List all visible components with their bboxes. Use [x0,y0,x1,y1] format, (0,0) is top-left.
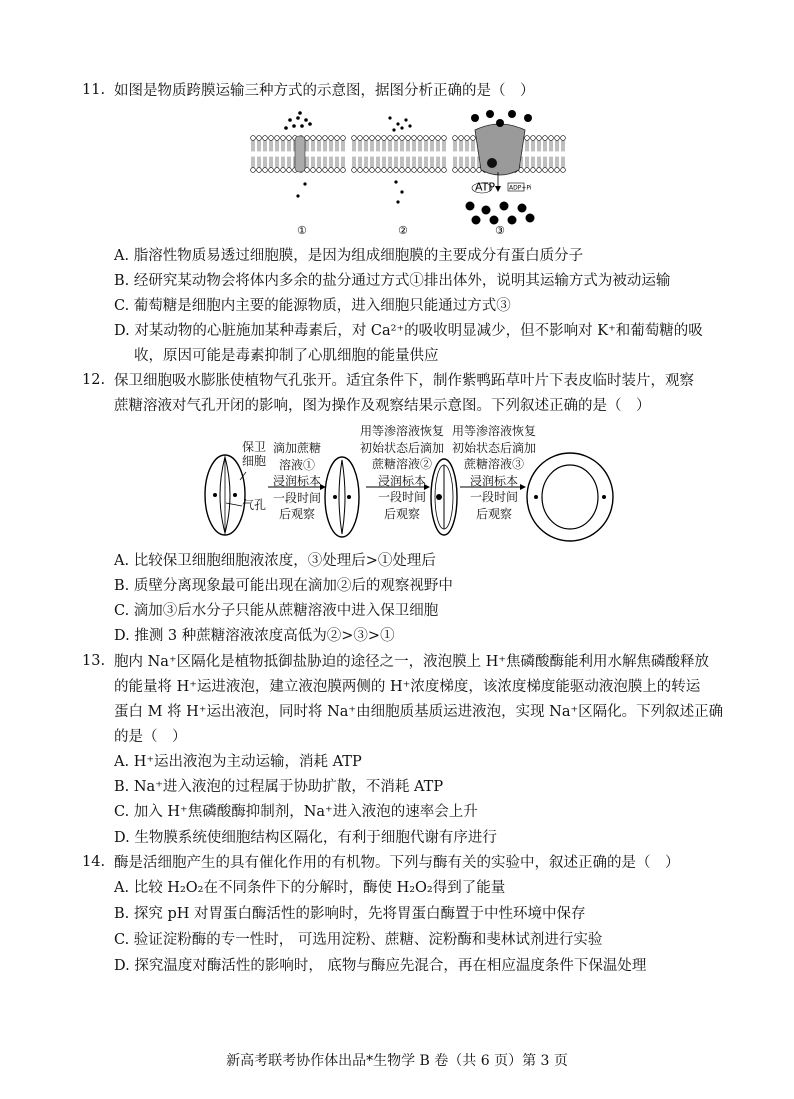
q11-option-b: B. 经研究某动物会将体内多余的盐分通过方式①排出体外，说明其运输方式为被动运输 [114,273,671,289]
q11-option-a: A. 脂溶性物质易透过细胞膜，是因为组成细胞膜的主要成分有蛋白质分子 [114,248,584,264]
q13-option-d: D. 生物膜系统使细胞结构区隔化，有利于细胞代谢有序进行 [114,830,497,846]
carrier-protein [475,124,525,175]
stoma-initial [205,455,245,535]
q13-stem-3: 蛋白 M 将 H⁺运出液泡，同时将 Na⁺由细胞质基质运进液泡，实现 Na⁺区隔化。下列叙述正确 [114,704,724,720]
q12-option-d: D. 推测 3 种蔗糖溶液浓度高低为②>③>① [114,628,395,644]
page-footer: 新高考联考协作体出品*生物学 B 卷（共 6 页）第 3 页 [226,1053,568,1069]
adp-label: ADP+Pi [509,184,532,192]
q11-option-c: C. 葡萄糖是细胞内主要的能源物质，进入细胞只能通过方式③ [114,298,511,314]
q13-number: 13. [82,653,106,669]
q13-option-a: A. H⁺运出液泡为主动运输，消耗 ATP [114,754,362,770]
channel-protein [295,136,305,172]
q12-option-c: C. 滴加③后水分子只能从蔗糖溶液中进入保卫细胞 [114,603,439,619]
q14-number: 14. [82,854,106,870]
label-1: ① [297,224,307,237]
atp-label: ATP [475,180,496,194]
q12-stem-2: 蔗糖溶液对气孔开闭的影响，图为操作及观察结果示意图。下列叙述正确的是（ ） [114,398,651,414]
q13-stem-2: 的能量将 H⁺运进液泡，建立液泡膜两侧的 H⁺浓度梯度，该浓度梯度能驱动液泡膜上的转运 [114,679,701,695]
q12-stem-1: 保卫细胞吸水膨胀使植物气孔张开。适宜条件下，制作紫鸭跖草叶片下表皮临时装片，观察 [114,373,694,389]
q11-option-d-cont: 收，原因可能是毒素抑制了心肌细胞的能量供应 [134,348,439,364]
q13-stem-4: 的是（ ） [114,729,187,745]
step-1-text: 滴加蔗糖 溶液① 浸润标本 一段时间 后观察 [272,441,321,521]
label-3: ③ [495,224,505,237]
q14-stem: 酶是活细胞产生的具有催化作用的有机物。下列与酶有关的实验中，叙述正确的是（ ） [114,855,680,871]
q12-option-a: A. 比较保卫细胞细胞液浓度，③处理后>①处理后 [114,553,436,569]
q13-stem-1: 胞内 Na⁺区隔化是植物抵御盐胁迫的途径之一，液泡膜上 H⁺焦磷酸酶能利用水解焦磷酸释放 [114,654,709,670]
q13-option-c: C. 加入 H⁺焦磷酸酶抑制剂，Na⁺进入液泡的速率会上升 [114,804,478,820]
q12-number: 12. [82,372,106,388]
q14-option-a: A. 比较 H₂O₂在不同条件下的分解时，酶使 H₂O₂得到了能量 [114,880,506,896]
q14-option-b: B. 探究 pH 对胃蛋白酶活性的影响时，先将胃蛋白酶置于中性环境中保存 [114,906,586,922]
q12-option-b: B. 质壁分离现象最可能出现在滴加②后的观察视野中 [114,578,453,594]
q11-figure [250,106,570,238]
q11-stem: 如图是物质跨膜运输三种方式的示意图，据图分析正确的是（ ） [114,83,535,99]
stoma-after-1 [325,457,359,537]
step-2-text: 用等渗溶液恢复 初始状态后滴加 蔗糖溶液② 浸润标本 一段时间 后观察 [359,424,444,521]
q11-option-d: D. 对某动物的心脏施加某种毒素后，对 Ca²⁺的吸收明显减少，但不影响对 K⁺和葡萄糖的吸 [114,323,703,339]
label-stoma: 气孔 [242,498,267,512]
q14-option-c: C. 验证淀粉酶的专一性时， 可选用淀粉、蔗糖、淀粉酶和斐林试剂进行实验 [114,932,603,948]
label-2: ② [398,224,408,237]
q13-option-b: B. Na⁺进入液泡的过程属于协助扩散，不消耗 ATP [114,779,444,795]
step-3-text: 用等渗溶液恢复 初始状态后滴加 蔗糖溶液③ 浸润标本 一段时间 后观察 [451,424,536,521]
q11-number: 11. [82,82,106,98]
q14-option-d: D. 探究温度对酶活性的影响时， 底物与酶应先混合，再在相应温度条件下保温处理 [114,958,647,974]
membrane-diagram-2 [352,136,447,173]
label-guard-cell: 保卫 细胞 [242,440,267,468]
